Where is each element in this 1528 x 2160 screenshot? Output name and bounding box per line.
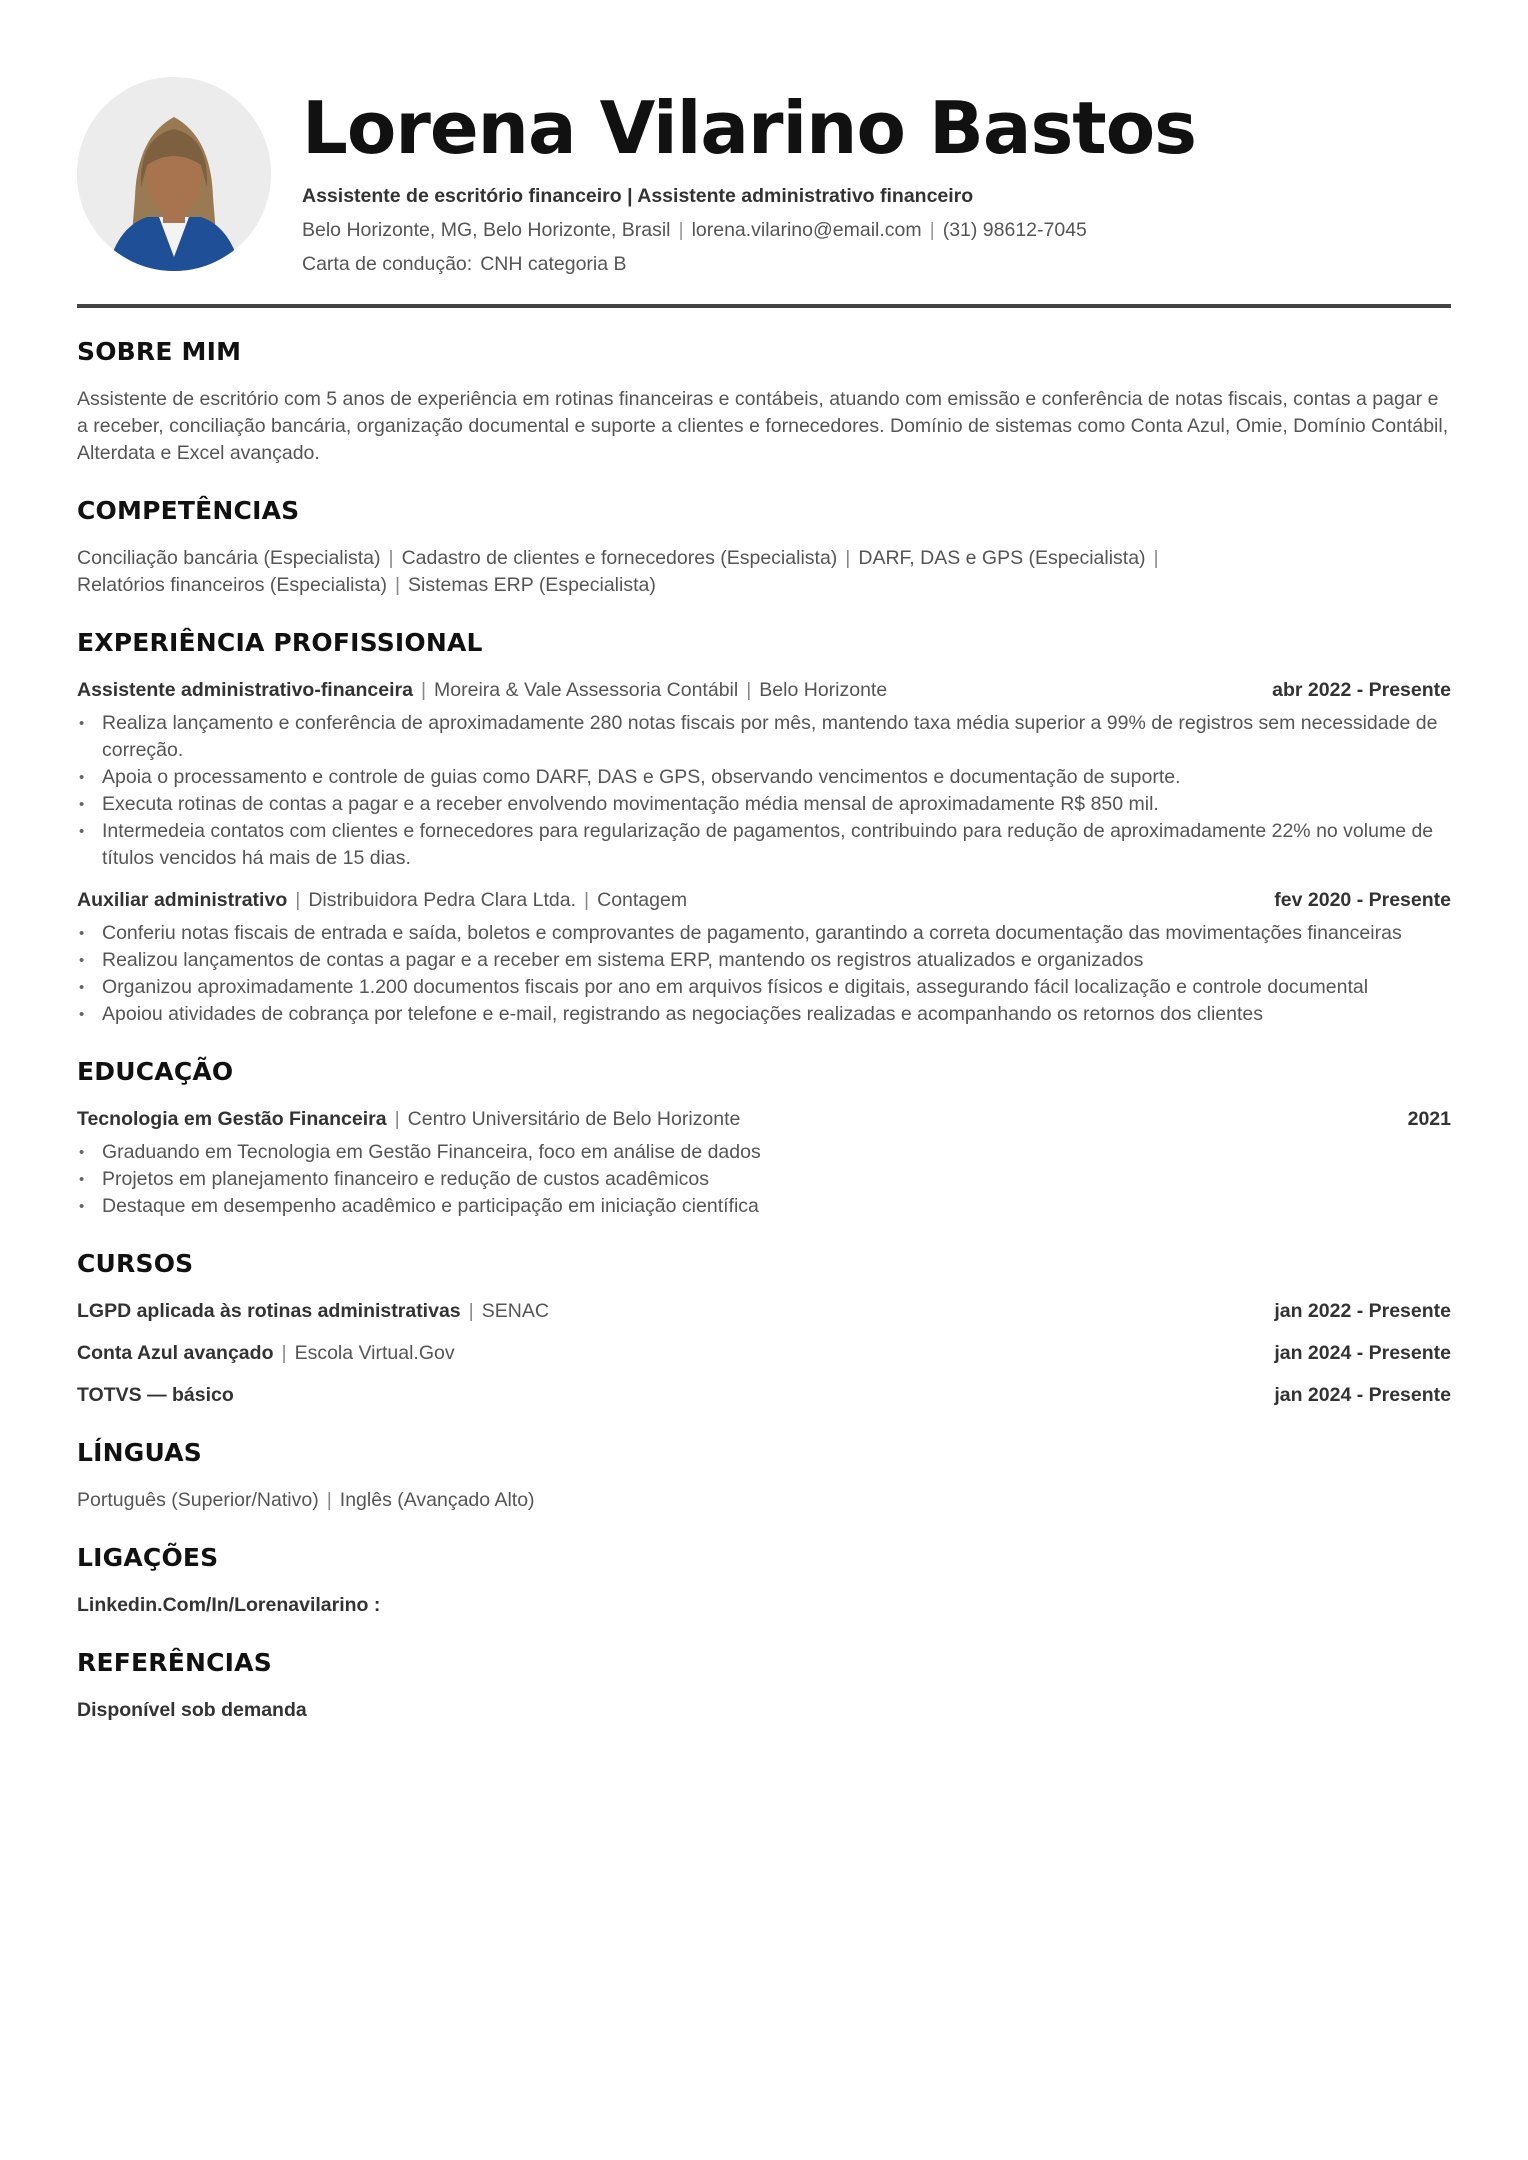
list-item: • Organizou aproximadamente 1.200 documentos fiscais por ano em arquivos físicos e digitais, assegurando fácil localização e controle documental — [77, 974, 1451, 1001]
skill-item: Relatórios financeiros (Especialista) — [77, 574, 387, 596]
language-item: Inglês (Avançado Alto) — [339, 1489, 535, 1511]
email-link[interactable]: lorena.vilarino@email.com — [691, 219, 922, 241]
header-text — [302, 82, 1451, 277]
language-item: Português (Superior/Nativo) — [77, 1489, 319, 1511]
list-item: • Realiza lançamento e conferência de aproximadamente 280 notas fiscais por mês, mantendo taxa média superior a 99% de registros sem necessidade de correção. — [77, 710, 1451, 764]
job-entry — [77, 677, 1451, 872]
course-entry — [77, 1382, 1451, 1409]
job-header — [77, 677, 1451, 704]
separator: | — [394, 1108, 400, 1130]
job-bullets — [77, 710, 1451, 872]
list-item: • Executa rotinas de contas a pagar e a receber envolvendo movimentação média mensal de aproximadamente R$ 850 mil. — [77, 791, 1451, 818]
job-role: Assistente administrativo-financeira — [77, 679, 413, 701]
phone: (31) 98612-7045 — [942, 219, 1087, 241]
course-name: Conta Azul avançado — [77, 1342, 274, 1364]
list-item: • Intermedeia contatos com clientes e fornecedores para regularização de pagamentos, contribuindo para redução de aproximadamente 22% no volume de títulos vencidos há mais de 15 dias. — [77, 818, 1451, 872]
resume-header — [77, 0, 1451, 308]
separator: | — [678, 219, 684, 241]
section-title: REFERÊNCIAS — [77, 1648, 272, 1677]
job-company: Distribuidora Pedra Clara Ltda. — [308, 889, 577, 911]
about-text: Assistente de escritório com 5 anos de experiência em rotinas financeiras e contábeis, atuando com emissão e conferência de notas fiscais, contas a pagar e a receber, conciliação bancária, organização documental e suporte a clientes e fornecedores. Domínio de sistemas como Conta Azul, Omie, Domínio Contábil, Alterdata e Excel avançado. — [77, 388, 1449, 464]
skills-section — [77, 495, 1451, 599]
school: Centro Universitário de Belo Horizonte — [407, 1108, 741, 1130]
skill-item: Cadastro de clientes e fornecedores (Especialista) — [401, 547, 838, 569]
list-item: • Graduando em Tecnologia em Gestão Financeira, foco em análise de dados — [77, 1139, 1451, 1166]
candidate-name: Lorena Vilarino Bastos — [302, 86, 1197, 170]
separator: | — [326, 1489, 332, 1511]
section-title: EDUCAÇÃO — [77, 1057, 234, 1086]
separator: | — [295, 889, 301, 911]
list-item: • Conferiu notas fiscais de entrada e saída, boletos e comprovantes de pagamento, garantindo a correta documentação das movimentações financeiras — [77, 920, 1451, 947]
job-bullets — [77, 920, 1451, 1028]
header-divider — [77, 304, 1451, 308]
license-label: Carta de condução: — [302, 253, 473, 275]
job-role: Auxiliar administrativo — [77, 889, 288, 911]
avatar — [77, 77, 271, 271]
section-title: EXPERIÊNCIA PROFISSIONAL — [77, 628, 483, 657]
course-dates: jan 2024 - Presente — [1274, 1384, 1451, 1406]
section-title: LIGAÇÕES — [77, 1543, 219, 1572]
education-entry — [77, 1106, 1451, 1220]
job-dates: abr 2022 - Presente — [1272, 679, 1451, 701]
education-header — [77, 1106, 1451, 1133]
languages-list — [77, 1487, 1451, 1514]
references-text: Disponível sob demanda — [77, 1699, 307, 1721]
course-entry — [77, 1298, 1451, 1325]
links-section — [77, 1542, 1451, 1619]
list-item: • Realizou lançamentos de contas a pagar e a receber em sistema ERP, mantendo os registros atualizados e organizados — [77, 947, 1451, 974]
course-dates: jan 2022 - Presente — [1274, 1300, 1451, 1322]
separator: | — [420, 679, 427, 701]
profile-photo-icon — [77, 77, 271, 271]
languages-section — [77, 1437, 1451, 1514]
skills-list — [77, 545, 1451, 599]
job-city: Contagem — [597, 889, 688, 911]
course-name: TOTVS — básico — [77, 1384, 234, 1406]
separator: | — [281, 1342, 287, 1364]
list-item: • Apoiou atividades de cobrança por telefone e e-mail, registrando as negociações realizadas e acompanhando os retornos dos clientes — [77, 1001, 1451, 1028]
references-section — [77, 1647, 1451, 1724]
course-org: SENAC — [481, 1300, 549, 1322]
license-value: CNH categoria B — [480, 253, 627, 275]
skill-item: Sistemas ERP (Especialista) — [408, 574, 656, 596]
course-name: LGPD aplicada às rotinas administrativas — [77, 1300, 461, 1322]
skill-item: Conciliação bancária (Especialista) — [77, 547, 381, 569]
separator: | — [929, 219, 935, 241]
courses-section — [77, 1248, 1451, 1409]
job-entry — [77, 887, 1451, 1028]
separator: | — [845, 547, 851, 569]
education-section — [77, 1056, 1451, 1220]
separator: | — [468, 1300, 474, 1322]
separator: | — [1153, 547, 1159, 569]
driving-license — [302, 251, 1451, 277]
separator: | — [394, 574, 401, 596]
contact-line — [302, 217, 1451, 243]
experience-section — [77, 627, 1451, 1028]
education-year: 2021 — [1407, 1108, 1451, 1130]
linkedin-link[interactable]: Linkedin.Com/In/Lorenavilarino : — [77, 1594, 381, 1616]
course-dates: jan 2024 - Presente — [1274, 1342, 1451, 1364]
section-title: CURSOS — [77, 1249, 194, 1278]
list-item: • Destaque em desempenho acadêmico e participação em iniciação científica — [77, 1193, 1451, 1220]
location: Belo Horizonte, MG, Belo Horizonte, Brasil — [302, 219, 671, 241]
course-org: Escola Virtual.Gov — [294, 1342, 455, 1364]
section-title: SOBRE MIM — [77, 337, 242, 366]
separator: | — [388, 547, 394, 569]
degree: Tecnologia em Gestão Financeira — [77, 1108, 387, 1130]
job-dates: fev 2020 - Presente — [1274, 889, 1451, 911]
job-company: Moreira & Vale Assessoria Contábil — [434, 679, 739, 701]
course-entry — [77, 1340, 1451, 1367]
section-title: COMPETÊNCIAS — [77, 496, 300, 525]
separator: | — [746, 679, 752, 701]
list-item: • Apoia o processamento e controle de guias como DARF, DAS e GPS, observando vencimentos e documentação de suporte. — [77, 764, 1451, 791]
skill-item: DARF, DAS e GPS (Especialista) — [858, 547, 1146, 569]
list-item: • Projetos em planejamento financeiro e redução de custos acadêmicos — [77, 1166, 1451, 1193]
education-bullets — [77, 1139, 1451, 1220]
job-header — [77, 887, 1451, 914]
about-section — [77, 336, 1451, 467]
separator: | — [584, 889, 590, 911]
headline: Assistente de escritório financeiro | Assistente administrativo financeiro — [302, 185, 974, 207]
job-city: Belo Horizonte — [759, 679, 888, 701]
section-title: LÍNGUAS — [77, 1438, 202, 1467]
